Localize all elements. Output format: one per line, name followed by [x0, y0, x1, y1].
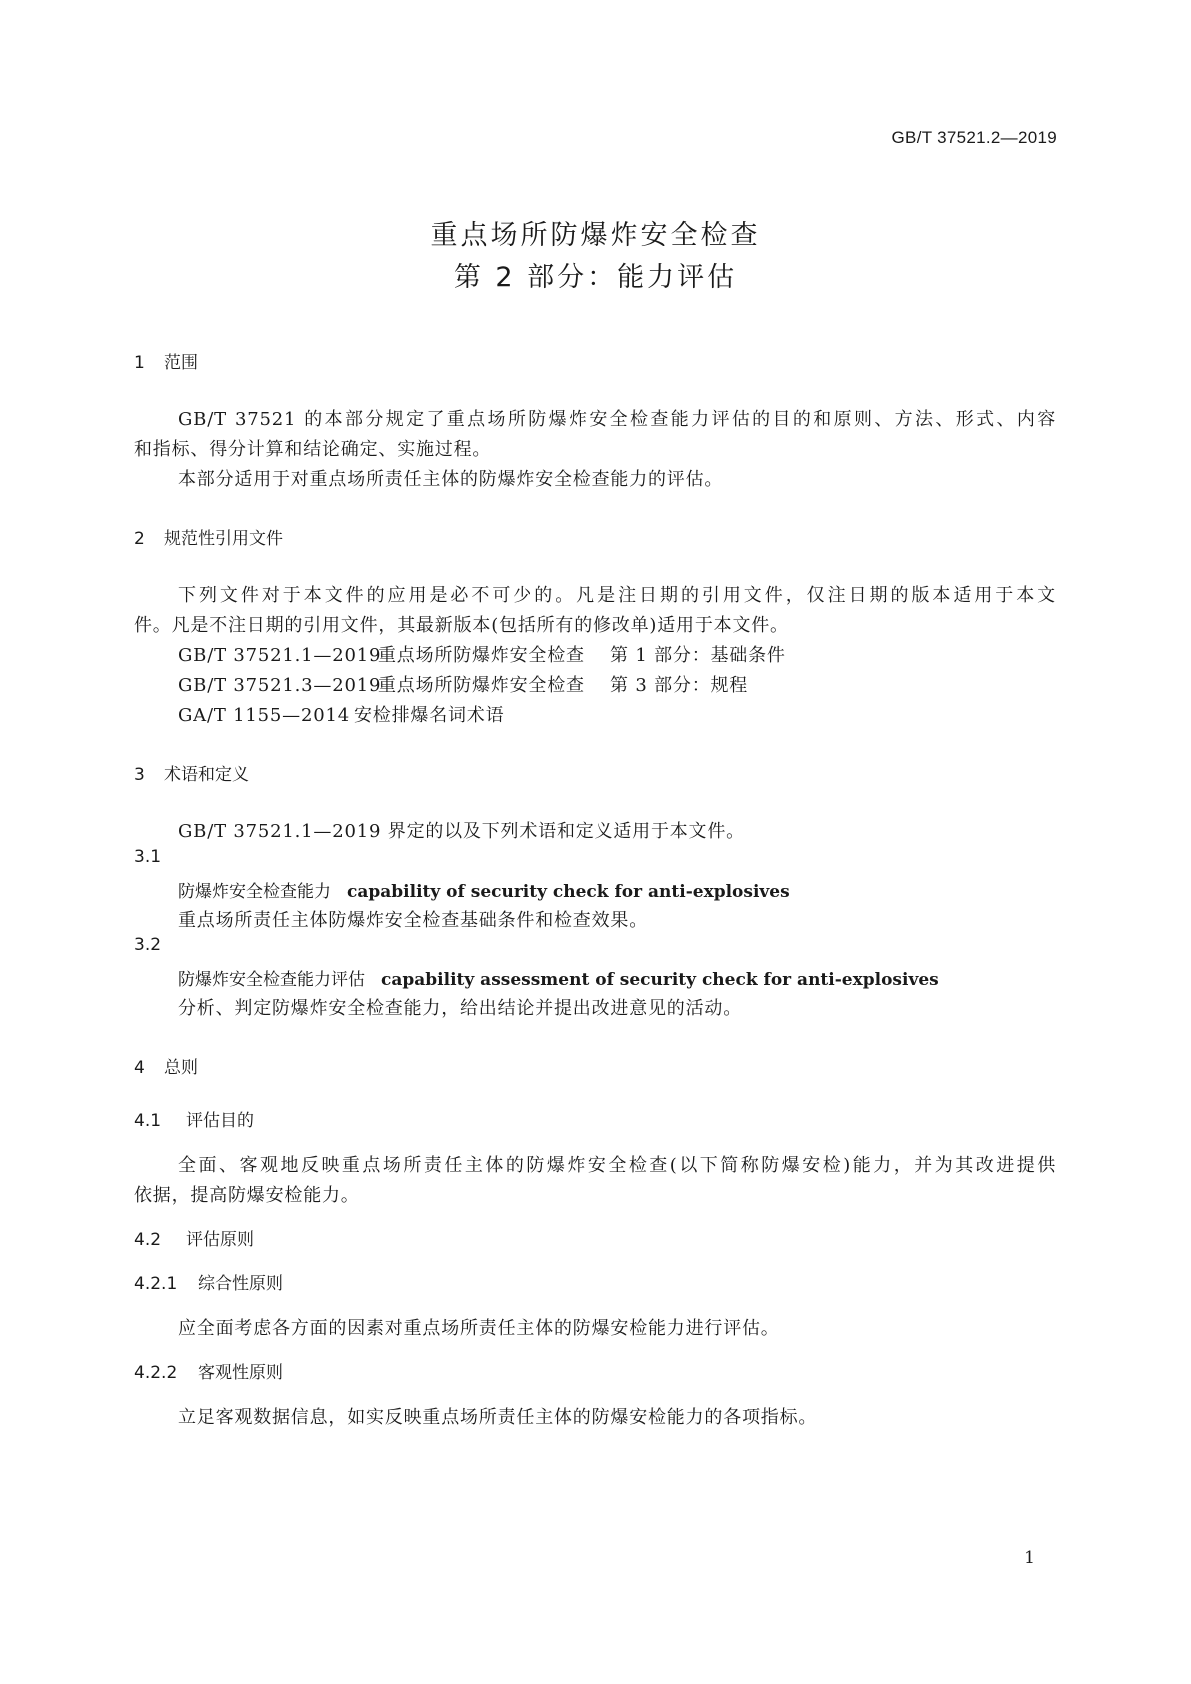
section-4-1-heading	[134, 1106, 254, 1131]
document-subtitle: 第 2 部分：能力评估	[453, 262, 738, 293]
term-number: 3.2	[134, 935, 162, 955]
section-4-2-1-heading	[134, 1269, 283, 1294]
document-code-header: GB/T 37521.2—2019	[891, 128, 1057, 147]
reference-title: 重点场所防爆炸安全检查	[378, 645, 585, 666]
section-number: 4.2.1	[134, 1274, 178, 1294]
paragraph: GB/T 37521.1—2019 界定的以及下列术语和定义适用于本文件。	[178, 821, 745, 842]
section-number: 4.1	[134, 1111, 162, 1131]
reference-title: 安检排爆名词术语	[354, 705, 505, 726]
term-entry	[178, 965, 939, 990]
term-definition: 分析、判定防爆炸安全检查能力，给出结论并提出改进意见的活动。	[178, 998, 742, 1019]
section-title: 综合性原则	[198, 1274, 283, 1294]
term-number: 3.1	[134, 847, 162, 867]
section-title: 评估原则	[186, 1230, 254, 1250]
reference-title: 重点场所防爆炸安全检查	[378, 675, 585, 696]
paragraph-continuation: 和指标、得分计算和结论确定、实施过程。	[134, 439, 492, 460]
term-en: capability of security check for anti-explosives	[347, 882, 790, 902]
section-title: 评估目的	[186, 1111, 254, 1131]
section-1-heading	[134, 348, 198, 373]
section-title: 规范性引用文件	[164, 529, 283, 549]
paragraph: GB/T 37521 的本部分规定了重点场所防爆炸安全检查能力评估的目的和原则、方法、形式、内容	[178, 409, 1056, 430]
reference-item	[178, 701, 504, 727]
section-title: 范围	[164, 353, 198, 373]
paragraph: 应全面考虑各方面的因素对重点场所责任主体的防爆安检能力进行评估。	[178, 1318, 780, 1339]
section-number: 3	[134, 765, 145, 785]
reference-code: GA/T 1155—2014	[178, 705, 350, 726]
section-title: 总则	[164, 1058, 198, 1078]
paragraph: 本部分适用于对重点场所责任主体的防爆炸安全检查能力的评估。	[178, 469, 724, 490]
page-number: 1	[1024, 1548, 1035, 1568]
paragraph-continuation: 件。凡是不注日期的引用文件，其最新版本(包括所有的修改单)适用于本文件。	[134, 615, 789, 636]
reference-code: GB/T 37521.3—2019	[178, 675, 382, 696]
term-definition: 重点场所责任主体防爆炸安全检查基础条件和检查效果。	[178, 910, 648, 931]
paragraph: 全面、客观地反映重点场所责任主体的防爆炸安全检查(以下简称防爆安检)能力，并为其改进提供	[178, 1155, 1056, 1176]
section-4-2-heading	[134, 1225, 254, 1250]
section-3-heading	[134, 760, 249, 785]
section-number: 1	[134, 353, 145, 373]
section-number: 2	[134, 529, 145, 549]
document-title: 重点场所防爆炸安全检查	[430, 220, 761, 251]
paragraph: 立足客观数据信息，如实反映重点场所责任主体的防爆安检能力的各项指标。	[178, 1407, 818, 1428]
section-number: 4.2	[134, 1230, 162, 1250]
term-en: capability assessment of security check for anti-explosives	[381, 970, 939, 990]
reference-code: GB/T 37521.1—2019	[178, 645, 382, 666]
section-title: 术语和定义	[164, 765, 249, 785]
reference-part: 第 1 部分：基础条件	[610, 645, 786, 666]
section-title: 客观性原则	[198, 1363, 283, 1383]
section-number: 4.2.2	[134, 1363, 178, 1383]
paragraph-continuation: 依据，提高防爆安检能力。	[134, 1185, 360, 1206]
section-4-heading	[134, 1053, 198, 1078]
term-zh: 防爆炸安全检查能力评估	[178, 970, 365, 990]
section-number: 4	[134, 1058, 145, 1078]
paragraph: 下列文件对于本文件的应用是必不可少的。凡是注日期的引用文件，仅注日期的版本适用于本文	[178, 585, 1056, 606]
reference-item	[178, 671, 748, 697]
reference-item	[178, 641, 786, 667]
section-4-2-2-heading	[134, 1358, 283, 1383]
reference-part: 第 3 部分：规程	[610, 675, 749, 696]
term-entry	[178, 877, 790, 902]
section-2-heading	[134, 524, 283, 549]
term-zh: 防爆炸安全检查能力	[178, 882, 331, 902]
